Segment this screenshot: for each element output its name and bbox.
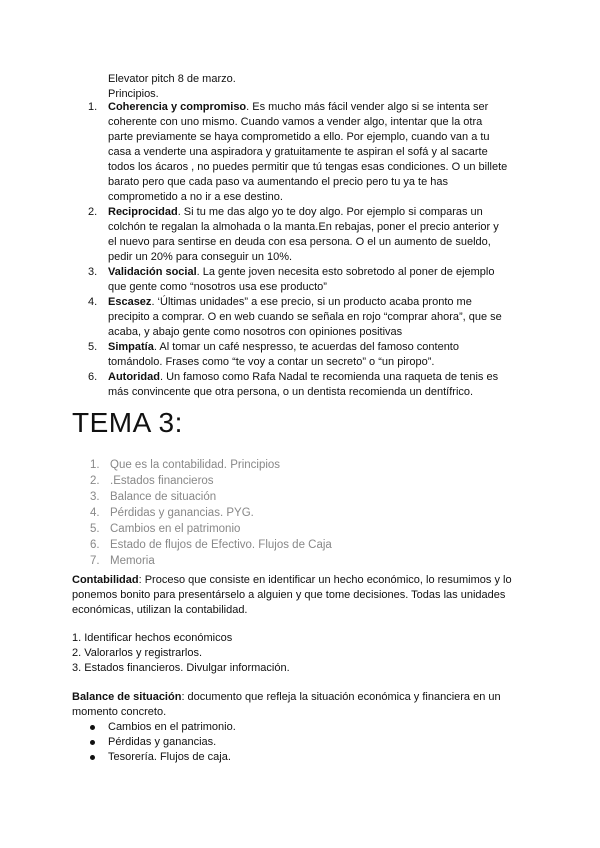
- list-item: 2. Valorarlos y registrarlos.: [72, 647, 203, 659]
- principles-list: [88, 100, 508, 400]
- steps-list: [72, 631, 524, 676]
- list-item: [88, 100, 508, 205]
- list-number: 4.: [90, 507, 100, 519]
- intro-subtitle: Principios.: [108, 88, 159, 100]
- list-item: [90, 537, 510, 553]
- list-number: 6.: [90, 539, 100, 551]
- intro-block: [108, 72, 528, 102]
- list-item: [90, 473, 510, 489]
- definition-text: : documento que refleja la situación económica y financiera en un momento concreto.: [72, 691, 501, 718]
- principle-term: Coherencia y compromiso: [108, 101, 247, 113]
- definition-term: Contabilidad: [72, 574, 139, 586]
- list-number: 5.: [88, 341, 98, 353]
- list-item: [88, 205, 508, 265]
- list-item: [88, 735, 508, 750]
- definition-term: Balance de situación: [72, 691, 182, 703]
- balance-definition: [72, 690, 524, 720]
- list-item: [88, 720, 508, 735]
- list-item: [88, 265, 508, 295]
- principle-text: . Un famoso como Rafa Nadal te recomienda una raqueta de tenis es más convincente que otra persona, o un dentista recomienda un dentífrico.: [108, 371, 499, 398]
- list-item: [88, 370, 508, 400]
- bullet-label: Pérdidas y ganancias.: [108, 736, 217, 748]
- list-number: 1.: [90, 459, 100, 471]
- list-number: 6.: [88, 371, 98, 383]
- section-heading: TEMA 3:: [72, 407, 183, 438]
- list-number: 2.: [88, 206, 98, 218]
- list-item: [90, 457, 510, 473]
- principle-text: . Al tomar un café nespresso, te acuerdas del famoso contento tomándolo. Frases como “te voy a contar un secreto” o “un piropo”.: [108, 341, 459, 368]
- topic-label: Que es la contabilidad. Principios: [110, 459, 281, 471]
- definition-text: : Proceso que consiste en identificar un hecho económico, lo resumimos y lo ponemos bonito para presentárselo a alguien y que tome decisiones. Todas las unidades económicas, utilizan la contabilidad.: [72, 574, 512, 616]
- list-number: 5.: [90, 523, 100, 535]
- list-number: 3.: [88, 266, 98, 278]
- bullet-icon: [90, 740, 95, 745]
- bullet-label: Cambios en el patrimonio.: [108, 721, 236, 733]
- bullet-label: Tesorería. Flujos de caja.: [108, 751, 231, 763]
- list-item: 3. Estados financieros. Divulgar información.: [72, 662, 290, 674]
- list-number: 1.: [88, 101, 98, 113]
- topic-label: Estado de flujos de Efectivo. Flujos de Caja: [110, 539, 332, 551]
- list-item: [90, 553, 510, 569]
- list-item: 1. Identificar hechos económicos: [72, 632, 233, 644]
- topic-label: .Estados financieros: [110, 475, 214, 487]
- principle-text: . ‘Últimas unidades” a ese precio, si un producto acaba pronto me precipito a comprar. O en web cuando se señala en rojo “comprar ahora”, que se acaba, y abajo gente como nosotros con opiniones positivas: [108, 296, 502, 338]
- topic-label: Pérdidas y ganancias. PYG.: [110, 507, 254, 519]
- list-item: [90, 521, 510, 537]
- list-item: [90, 505, 510, 521]
- intro-title: Elevator pitch 8 de marzo.: [108, 73, 236, 85]
- principle-term: Autoridad: [108, 371, 160, 383]
- list-item: [90, 489, 510, 505]
- principle-term: Reciprocidad: [108, 206, 178, 218]
- topic-label: Memoria: [110, 555, 155, 567]
- principle-term: Simpatía: [108, 341, 154, 353]
- contabilidad-definition: [72, 573, 524, 618]
- bullet-icon: [90, 725, 95, 730]
- list-item: [88, 340, 508, 370]
- principle-text: . Si tu me das algo yo te doy algo. Por ejemplo si comparas un colchón te regalan la almohada o la manta.En rebajas, poner el precio anterior y el nuevo para sentirse en deuda con esa persona. O el un aumento de sueldo, pedir un 20% para conseguir un 10%.: [108, 206, 499, 263]
- principle-term: Validación social: [108, 266, 197, 278]
- principle-text: . Es mucho más fácil vender algo si se intenta ser coherente con uno mismo. Cuando vamos a vender algo, intentar que la otra parte previamente se haya comprometido a ello. Por ejemplo, cuando van a tu casa a venderte una aspiradora y gratuitamente te aspiran el sofá y al sacarte todos los ácaros , no puedes permitir que tú tengas esas condiciones. O un billete barato pero que cada paso va aumentando el precio pero tu ya te has comprometido a no ir a ese destino.: [108, 101, 508, 203]
- principle-text: . La gente joven necesita esto sobretodo al poner de ejemplo que gente como “nosotros usa ese producto”: [108, 266, 495, 293]
- bullet-icon: [90, 755, 95, 760]
- list-number: 3.: [90, 491, 100, 503]
- topic-label: Balance de situación: [110, 491, 217, 503]
- principle-term: Escasez: [108, 296, 152, 308]
- list-item: [88, 295, 508, 340]
- list-number: 2.: [90, 475, 100, 487]
- list-number: 7.: [90, 555, 100, 567]
- balance-bullets: [88, 720, 508, 765]
- list-number: 4.: [88, 296, 98, 308]
- list-item: [88, 750, 508, 765]
- tema-topics-list: [90, 457, 510, 569]
- topic-label: Cambios en el patrimonio: [110, 523, 241, 535]
